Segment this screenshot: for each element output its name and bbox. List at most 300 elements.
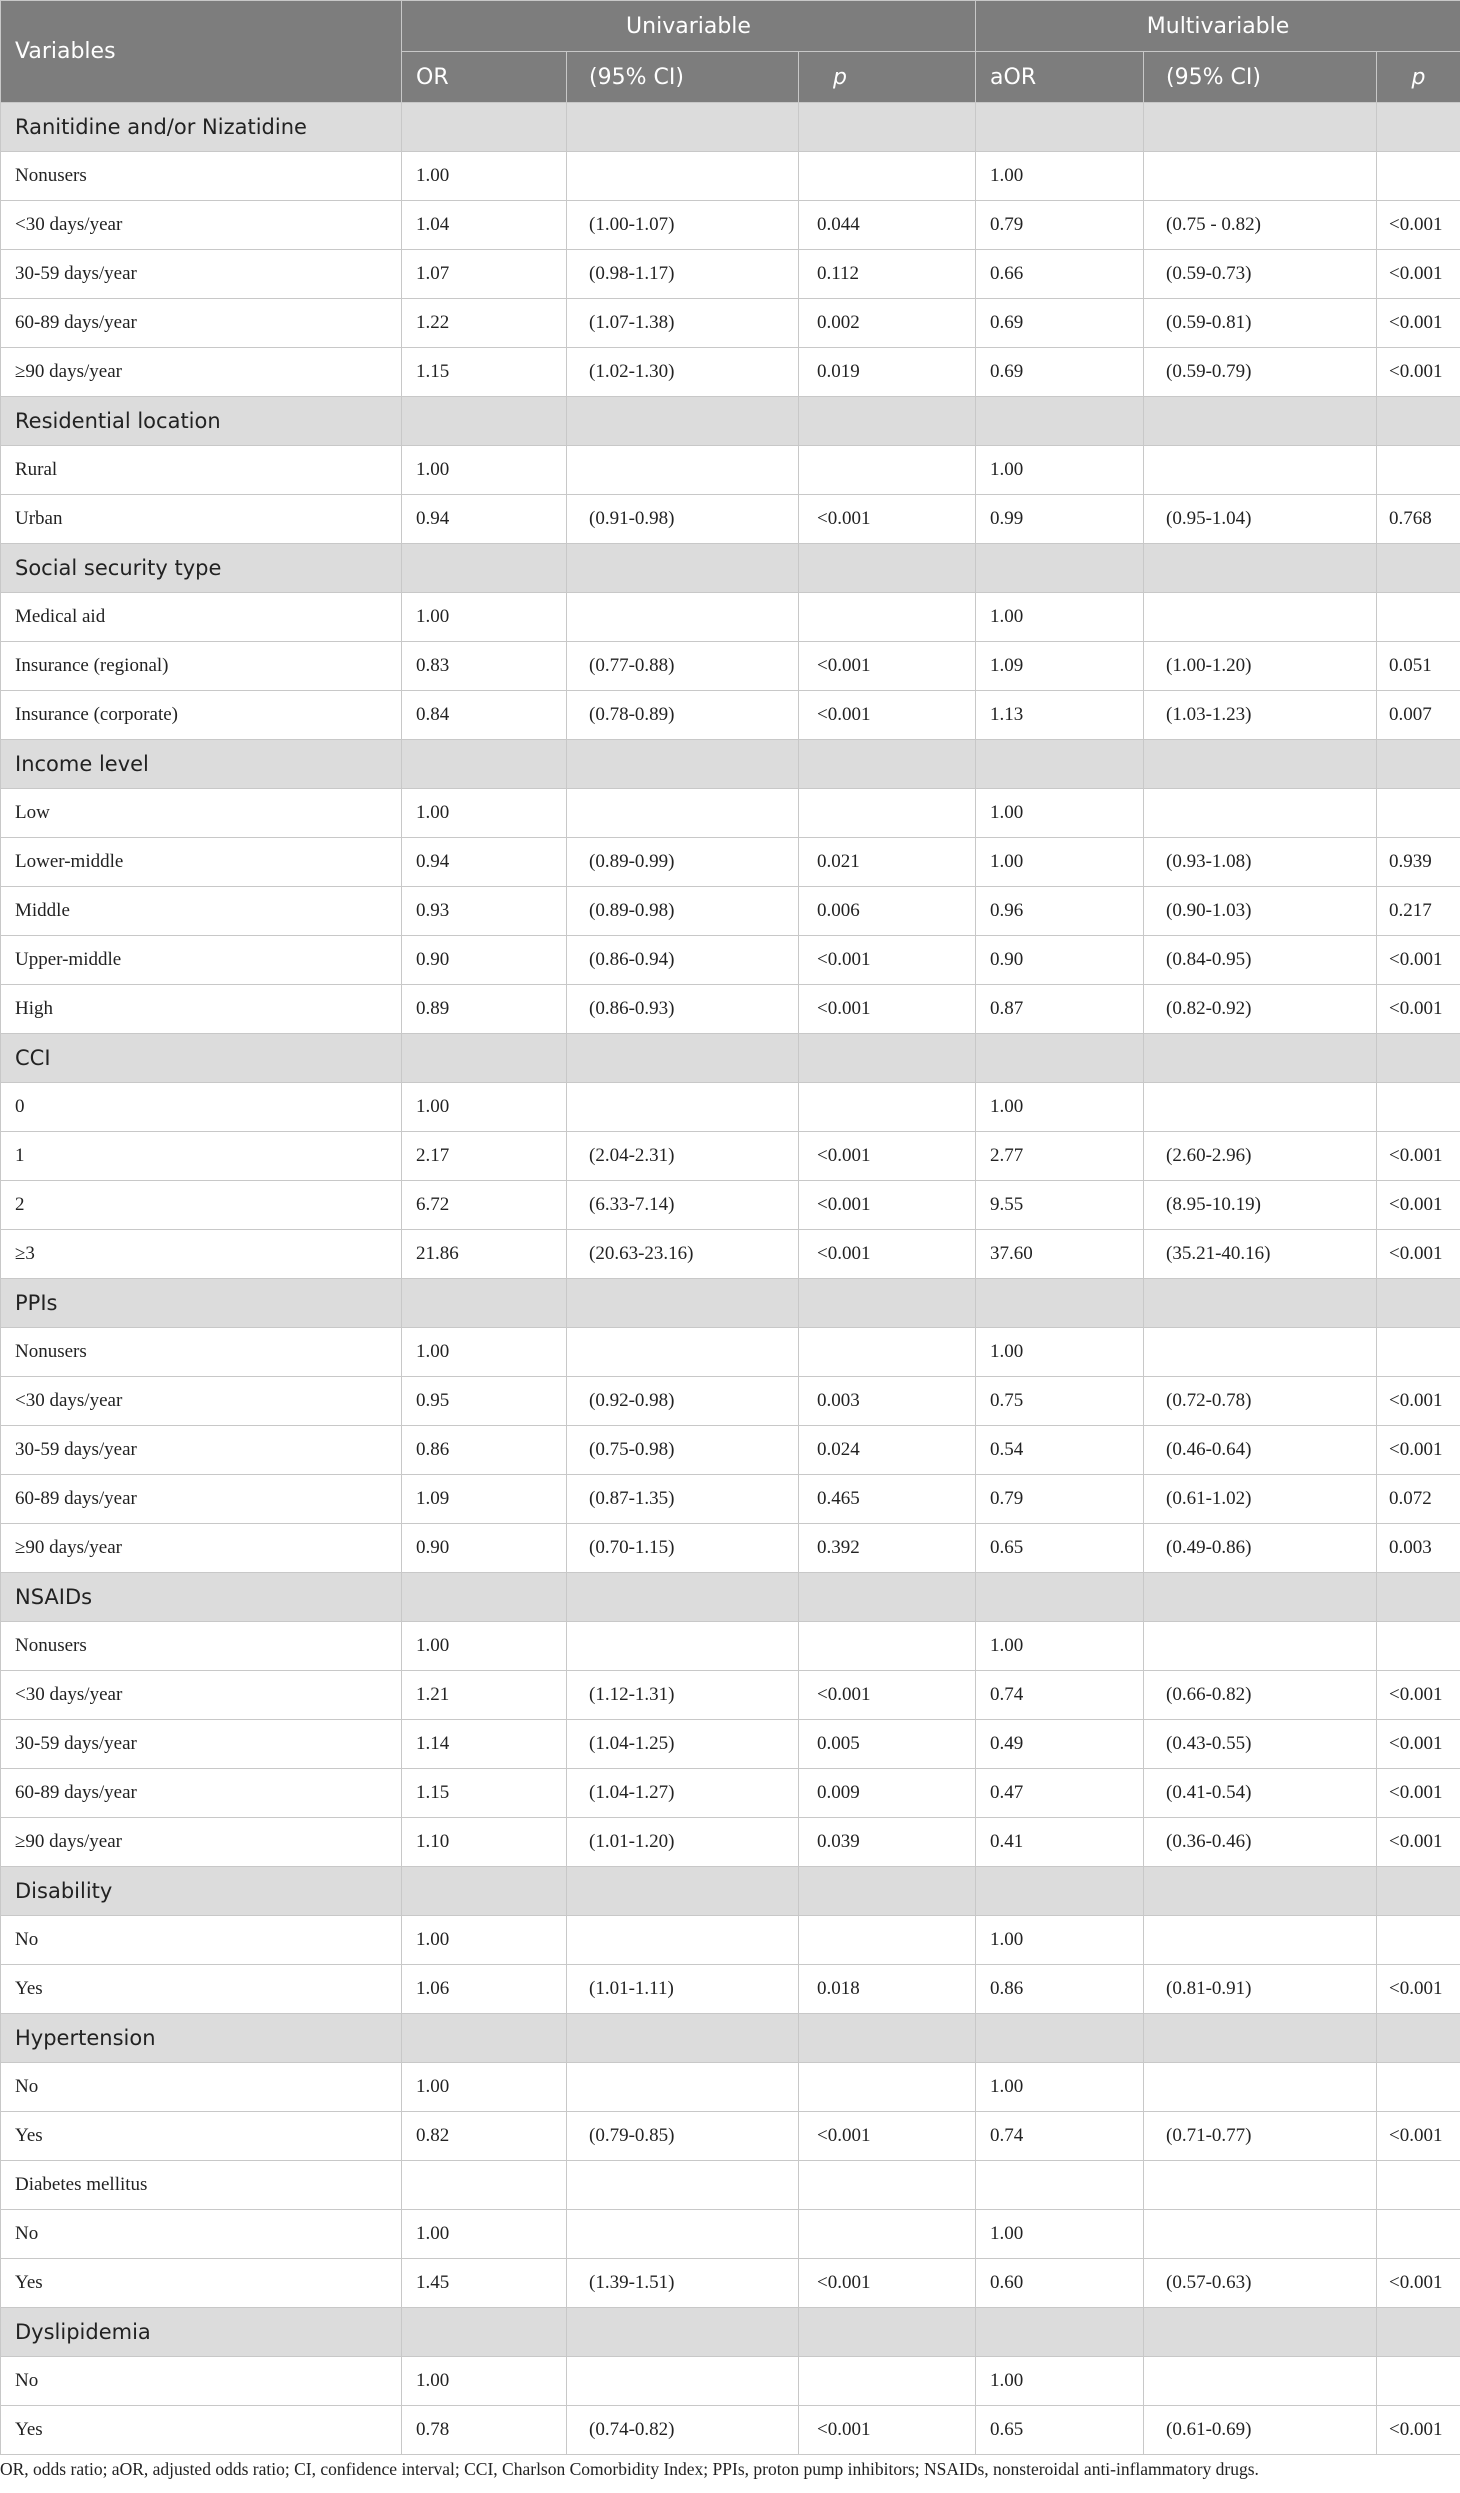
cell-or: 1.00 xyxy=(402,2357,567,2406)
table-row xyxy=(1,2259,1460,2308)
cell-ci: (0.75-0.98) xyxy=(567,1426,799,1475)
cell-or: 1.15 xyxy=(402,1769,567,1818)
cell-aor xyxy=(976,1034,1144,1083)
cell-ci xyxy=(567,789,799,838)
cell-ap: 0.939 xyxy=(1377,838,1460,887)
cell-ap: <0.001 xyxy=(1377,2112,1460,2161)
cell-or xyxy=(402,1867,567,1916)
cell-or xyxy=(402,1573,567,1622)
cell-variable: ≥3 xyxy=(1,1230,402,1279)
table-row xyxy=(1,2161,1460,2210)
table-row xyxy=(1,593,1460,642)
cell-ci xyxy=(567,1573,799,1622)
table-body xyxy=(1,103,1460,2455)
cell-ci xyxy=(567,544,799,593)
cell-p xyxy=(799,446,976,495)
cell-p xyxy=(799,1034,976,1083)
cell-p: 0.009 xyxy=(799,1769,976,1818)
cell-p: 0.392 xyxy=(799,1524,976,1573)
cell-ap xyxy=(1377,789,1460,838)
cell-ci xyxy=(567,2014,799,2063)
cell-aor: 0.66 xyxy=(976,250,1144,299)
cell-aor: 0.65 xyxy=(976,1524,1144,1573)
section-row xyxy=(1,397,1460,446)
table-row xyxy=(1,936,1460,985)
cell-p: 0.003 xyxy=(799,1377,976,1426)
cell-p: <0.001 xyxy=(799,1230,976,1279)
cell-ap: 0.007 xyxy=(1377,691,1460,740)
cell-aci: (0.61-1.02) xyxy=(1144,1475,1377,1524)
cell-ap xyxy=(1377,2210,1460,2259)
cell-variable: Dyslipidemia xyxy=(1,2308,402,2357)
cell-ci: (6.33-7.14) xyxy=(567,1181,799,1230)
cell-or xyxy=(402,2308,567,2357)
cell-variable: Low xyxy=(1,789,402,838)
cell-aci xyxy=(1144,2210,1377,2259)
cell-aci xyxy=(1144,2161,1377,2210)
cell-aor: 1.00 xyxy=(976,593,1144,642)
cell-variable: Rural xyxy=(1,446,402,495)
cell-or xyxy=(402,1034,567,1083)
cell-variable: 1 xyxy=(1,1132,402,1181)
cell-ap xyxy=(1377,1916,1460,1965)
cell-or: 1.15 xyxy=(402,348,567,397)
cell-ci: (0.77-0.88) xyxy=(567,642,799,691)
cell-variable: 60-89 days/year xyxy=(1,299,402,348)
cell-or: 1.14 xyxy=(402,1720,567,1769)
cell-or: 1.45 xyxy=(402,2259,567,2308)
cell-aci xyxy=(1144,789,1377,838)
cell-or: 2.17 xyxy=(402,1132,567,1181)
cell-or: 0.95 xyxy=(402,1377,567,1426)
cell-ci: (0.89-0.99) xyxy=(567,838,799,887)
cell-p: 0.024 xyxy=(799,1426,976,1475)
cell-aci xyxy=(1144,2014,1377,2063)
cell-ap xyxy=(1377,2014,1460,2063)
cell-p: 0.019 xyxy=(799,348,976,397)
cell-aor: 1.00 xyxy=(976,838,1144,887)
cell-variable: Urban xyxy=(1,495,402,544)
table-row xyxy=(1,1818,1460,1867)
cell-aci: (8.95-10.19) xyxy=(1144,1181,1377,1230)
cell-aci: (0.36-0.46) xyxy=(1144,1818,1377,1867)
cell-aor: 1.00 xyxy=(976,1083,1144,1132)
cell-aor xyxy=(976,1279,1144,1328)
cell-aor: 0.69 xyxy=(976,348,1144,397)
cell-aor: 0.99 xyxy=(976,495,1144,544)
cell-aci: (0.81-0.91) xyxy=(1144,1965,1377,2014)
cell-p: <0.001 xyxy=(799,985,976,1034)
cell-or: 1.00 xyxy=(402,2210,567,2259)
cell-variable: Yes xyxy=(1,2112,402,2161)
cell-aor: 0.47 xyxy=(976,1769,1144,1818)
cell-or: 1.21 xyxy=(402,1671,567,1720)
table-row xyxy=(1,2210,1460,2259)
section-row xyxy=(1,1573,1460,1622)
cell-aci: (0.59-0.81) xyxy=(1144,299,1377,348)
table-row xyxy=(1,1426,1460,1475)
table-row xyxy=(1,201,1460,250)
cell-or: 1.10 xyxy=(402,1818,567,1867)
cell-aci: (0.95-1.04) xyxy=(1144,495,1377,544)
cell-ci xyxy=(567,1083,799,1132)
table-row xyxy=(1,1965,1460,2014)
cell-aci: (0.46-0.64) xyxy=(1144,1426,1377,1475)
cell-ap: <0.001 xyxy=(1377,1818,1460,1867)
cell-p: 0.465 xyxy=(799,1475,976,1524)
table-row xyxy=(1,1475,1460,1524)
cell-or: 1.22 xyxy=(402,299,567,348)
header-row-groups xyxy=(1,1,1460,52)
cell-ci: (0.92-0.98) xyxy=(567,1377,799,1426)
table-row xyxy=(1,1083,1460,1132)
cell-ap: 0.051 xyxy=(1377,642,1460,691)
table-row xyxy=(1,1181,1460,1230)
cell-p: 0.005 xyxy=(799,1720,976,1769)
cell-aci: (0.59-0.73) xyxy=(1144,250,1377,299)
cell-p: <0.001 xyxy=(799,1132,976,1181)
section-row xyxy=(1,1867,1460,1916)
cell-ci: (2.04-2.31) xyxy=(567,1132,799,1181)
cell-aci: (0.82-0.92) xyxy=(1144,985,1377,1034)
cell-aor: 1.00 xyxy=(976,1916,1144,1965)
cell-aor: 1.13 xyxy=(976,691,1144,740)
cell-or xyxy=(402,2014,567,2063)
cell-or: 0.94 xyxy=(402,838,567,887)
cell-ci: (1.01-1.11) xyxy=(567,1965,799,2014)
cell-ci: (1.01-1.20) xyxy=(567,1818,799,1867)
cell-ap: <0.001 xyxy=(1377,2406,1460,2455)
cell-p xyxy=(799,2308,976,2357)
cell-aci: (0.71-0.77) xyxy=(1144,2112,1377,2161)
cell-ap: <0.001 xyxy=(1377,1181,1460,1230)
cell-aci xyxy=(1144,1573,1377,1622)
cell-variable: 30-59 days/year xyxy=(1,1720,402,1769)
cell-ap: <0.001 xyxy=(1377,201,1460,250)
table-row xyxy=(1,789,1460,838)
cell-ap: <0.001 xyxy=(1377,936,1460,985)
cell-p xyxy=(799,740,976,789)
cell-p: <0.001 xyxy=(799,2259,976,2308)
cell-variable: Diabetes mellitus xyxy=(1,2161,402,2210)
cell-aor: 0.96 xyxy=(976,887,1144,936)
cell-p xyxy=(799,2357,976,2406)
table-row xyxy=(1,838,1460,887)
cell-ci xyxy=(567,1034,799,1083)
header-or: OR xyxy=(402,52,567,103)
cell-p: <0.001 xyxy=(799,936,976,985)
cell-p xyxy=(799,1867,976,1916)
cell-aor: 0.75 xyxy=(976,1377,1144,1426)
header-aor: aOR xyxy=(976,52,1144,103)
cell-aor xyxy=(976,1573,1144,1622)
cell-variable: No xyxy=(1,1916,402,1965)
cell-variable: 60-89 days/year xyxy=(1,1769,402,1818)
cell-ap: <0.001 xyxy=(1377,1671,1460,1720)
cell-ap: 0.003 xyxy=(1377,1524,1460,1573)
cell-aci xyxy=(1144,544,1377,593)
cell-p xyxy=(799,544,976,593)
cell-ci xyxy=(567,1916,799,1965)
cell-variable: Yes xyxy=(1,1965,402,2014)
section-row xyxy=(1,740,1460,789)
cell-ap xyxy=(1377,1034,1460,1083)
cell-ap: <0.001 xyxy=(1377,1720,1460,1769)
cell-p xyxy=(799,2161,976,2210)
table-row xyxy=(1,348,1460,397)
cell-or: 1.06 xyxy=(402,1965,567,2014)
cell-variable: Nonusers xyxy=(1,1622,402,1671)
cell-p xyxy=(799,1622,976,1671)
cell-variable: ≥90 days/year xyxy=(1,348,402,397)
cell-p xyxy=(799,152,976,201)
cell-variable: Residential location xyxy=(1,397,402,446)
cell-aci xyxy=(1144,593,1377,642)
cell-aor: 2.77 xyxy=(976,1132,1144,1181)
cell-variable: 30-59 days/year xyxy=(1,1426,402,1475)
cell-or xyxy=(402,1279,567,1328)
cell-aor: 0.54 xyxy=(976,1426,1144,1475)
cell-p xyxy=(799,1916,976,1965)
cell-p: <0.001 xyxy=(799,495,976,544)
cell-aci xyxy=(1144,1328,1377,1377)
cell-aci: (0.43-0.55) xyxy=(1144,1720,1377,1769)
table-row xyxy=(1,1132,1460,1181)
table-row xyxy=(1,1377,1460,1426)
section-row xyxy=(1,1279,1460,1328)
header-p: p xyxy=(799,52,976,103)
cell-ci xyxy=(567,593,799,642)
cell-variable: Medical aid xyxy=(1,593,402,642)
cell-p xyxy=(799,2014,976,2063)
cell-aci xyxy=(1144,740,1377,789)
cell-aor: 0.90 xyxy=(976,936,1144,985)
cell-aci xyxy=(1144,1034,1377,1083)
table-row xyxy=(1,1524,1460,1573)
cell-ap: 0.768 xyxy=(1377,495,1460,544)
cell-ap xyxy=(1377,593,1460,642)
cell-variable: Yes xyxy=(1,2259,402,2308)
table-row xyxy=(1,1622,1460,1671)
cell-or: 1.00 xyxy=(402,593,567,642)
table-row xyxy=(1,1769,1460,1818)
cell-or: 0.78 xyxy=(402,2406,567,2455)
cell-variable: Disability xyxy=(1,1867,402,1916)
table-row xyxy=(1,1720,1460,1769)
cell-ap: <0.001 xyxy=(1377,1230,1460,1279)
cell-ci xyxy=(567,103,799,152)
cell-aci: (0.59-0.79) xyxy=(1144,348,1377,397)
table-row xyxy=(1,985,1460,1034)
cell-p: <0.001 xyxy=(799,1671,976,1720)
header-ap: p xyxy=(1377,52,1460,103)
cell-ap xyxy=(1377,446,1460,495)
cell-variable: 30-59 days/year xyxy=(1,250,402,299)
cell-aor: 37.60 xyxy=(976,1230,1144,1279)
cell-ci: (0.70-1.15) xyxy=(567,1524,799,1573)
table-footnote: OR, odds ratio; aOR, adjusted odds ratio; CI, confidence interval; CCI, Charlson Comorbidity Index; PPIs, proton pump inhibitors; NSAIDs, nonsteroidal anti-inflammatory drugs. xyxy=(0,2459,1259,2479)
cell-p: <0.001 xyxy=(799,1181,976,1230)
cell-p: <0.001 xyxy=(799,642,976,691)
cell-or: 0.84 xyxy=(402,691,567,740)
cell-variable: No xyxy=(1,2210,402,2259)
cell-ci: (0.87-1.35) xyxy=(567,1475,799,1524)
table-row xyxy=(1,2063,1460,2112)
table-row xyxy=(1,887,1460,936)
cell-ci: (1.02-1.30) xyxy=(567,348,799,397)
cell-variable: ≥90 days/year xyxy=(1,1818,402,1867)
cell-ci xyxy=(567,2161,799,2210)
cell-variable: Lower-middle xyxy=(1,838,402,887)
cell-aor: 0.60 xyxy=(976,2259,1144,2308)
cell-p xyxy=(799,2063,976,2112)
cell-aor: 0.87 xyxy=(976,985,1144,1034)
cell-aor xyxy=(976,740,1144,789)
cell-variable: ≥90 days/year xyxy=(1,1524,402,1573)
cell-or: 1.00 xyxy=(402,446,567,495)
cell-variable: Nonusers xyxy=(1,152,402,201)
cell-ap xyxy=(1377,544,1460,593)
cell-p: 0.006 xyxy=(799,887,976,936)
cell-or: 1.00 xyxy=(402,1083,567,1132)
cell-aor: 1.00 xyxy=(976,789,1144,838)
cell-aor: 1.00 xyxy=(976,2210,1144,2259)
cell-p: <0.001 xyxy=(799,2112,976,2161)
cell-or: 0.86 xyxy=(402,1426,567,1475)
cell-p xyxy=(799,103,976,152)
cell-or xyxy=(402,397,567,446)
cell-aor: 0.86 xyxy=(976,1965,1144,2014)
table-row xyxy=(1,1916,1460,1965)
cell-variable: NSAIDs xyxy=(1,1573,402,1622)
cell-ap xyxy=(1377,1867,1460,1916)
cell-aor xyxy=(976,2308,1144,2357)
cell-aor: 0.69 xyxy=(976,299,1144,348)
cell-ap: <0.001 xyxy=(1377,2259,1460,2308)
cell-aci xyxy=(1144,2308,1377,2357)
cell-aci xyxy=(1144,2357,1377,2406)
cell-or: 1.00 xyxy=(402,2063,567,2112)
cell-ci: (1.04-1.27) xyxy=(567,1769,799,1818)
cell-or: 6.72 xyxy=(402,1181,567,1230)
table-header xyxy=(1,1,1460,103)
cell-aor: 0.65 xyxy=(976,2406,1144,2455)
table-row xyxy=(1,691,1460,740)
cell-ci: (0.89-0.98) xyxy=(567,887,799,936)
cell-aor: 0.74 xyxy=(976,2112,1144,2161)
cell-or: 1.04 xyxy=(402,201,567,250)
cell-ap xyxy=(1377,2308,1460,2357)
cell-aor xyxy=(976,544,1144,593)
table-row xyxy=(1,250,1460,299)
cell-aor: 0.49 xyxy=(976,1720,1144,1769)
cell-ci xyxy=(567,1867,799,1916)
cell-aci xyxy=(1144,2063,1377,2112)
cell-ci: (0.86-0.93) xyxy=(567,985,799,1034)
cell-ci xyxy=(567,2210,799,2259)
cell-or: 0.93 xyxy=(402,887,567,936)
cell-ap: 0.072 xyxy=(1377,1475,1460,1524)
cell-p: 0.021 xyxy=(799,838,976,887)
cell-ci: (20.63-23.16) xyxy=(567,1230,799,1279)
cell-variable: Upper-middle xyxy=(1,936,402,985)
cell-ap xyxy=(1377,1279,1460,1328)
cell-ci xyxy=(567,397,799,446)
cell-aci: (1.00-1.20) xyxy=(1144,642,1377,691)
cell-variable: Nonusers xyxy=(1,1328,402,1377)
cell-aci xyxy=(1144,446,1377,495)
cell-aci xyxy=(1144,397,1377,446)
cell-p: 0.018 xyxy=(799,1965,976,2014)
cell-ci: (0.74-0.82) xyxy=(567,2406,799,2455)
cell-ci xyxy=(567,1279,799,1328)
cell-variable: Ranitidine and/or Nizatidine xyxy=(1,103,402,152)
cell-ci: (1.39-1.51) xyxy=(567,2259,799,2308)
cell-aor: 0.41 xyxy=(976,1818,1144,1867)
cell-ci xyxy=(567,2357,799,2406)
cell-or: 1.00 xyxy=(402,152,567,201)
cell-ci: (0.91-0.98) xyxy=(567,495,799,544)
cell-ap xyxy=(1377,740,1460,789)
cell-aci xyxy=(1144,1916,1377,1965)
cell-aor xyxy=(976,103,1144,152)
cell-variable: Social security type xyxy=(1,544,402,593)
cell-ci xyxy=(567,446,799,495)
cell-p xyxy=(799,2210,976,2259)
cell-aor xyxy=(976,1867,1144,1916)
cell-aor xyxy=(976,397,1144,446)
cell-aor: 0.74 xyxy=(976,1671,1144,1720)
header-univariable: Univariable xyxy=(402,1,976,52)
cell-ap: <0.001 xyxy=(1377,1426,1460,1475)
header-variables: Variables xyxy=(1,1,402,103)
cell-ap xyxy=(1377,1573,1460,1622)
cell-or: 0.90 xyxy=(402,1524,567,1573)
cell-or: 1.00 xyxy=(402,1328,567,1377)
cell-or: 0.90 xyxy=(402,936,567,985)
cell-ap: <0.001 xyxy=(1377,1965,1460,2014)
cell-variable: <30 days/year xyxy=(1,1671,402,1720)
cell-aor xyxy=(976,2161,1144,2210)
cell-variable: <30 days/year xyxy=(1,1377,402,1426)
cell-p xyxy=(799,1279,976,1328)
cell-p: 0.112 xyxy=(799,250,976,299)
cell-ap xyxy=(1377,2357,1460,2406)
cell-or: 0.94 xyxy=(402,495,567,544)
cell-or: 21.86 xyxy=(402,1230,567,1279)
cell-or xyxy=(402,740,567,789)
cell-ap xyxy=(1377,103,1460,152)
header-multivariable: Multivariable xyxy=(976,1,1460,52)
cell-ci: (1.12-1.31) xyxy=(567,1671,799,1720)
cell-variable: Insurance (corporate) xyxy=(1,691,402,740)
cell-p xyxy=(799,1328,976,1377)
cell-aci: (0.93-1.08) xyxy=(1144,838,1377,887)
cell-or xyxy=(402,103,567,152)
cell-aci xyxy=(1144,1867,1377,1916)
cell-or: 1.00 xyxy=(402,1622,567,1671)
cell-aci: (35.21-40.16) xyxy=(1144,1230,1377,1279)
cell-aor: 0.79 xyxy=(976,201,1144,250)
section-row xyxy=(1,544,1460,593)
cell-ci xyxy=(567,2308,799,2357)
table-row xyxy=(1,1328,1460,1377)
cell-or: 0.82 xyxy=(402,2112,567,2161)
cell-ap: <0.001 xyxy=(1377,1377,1460,1426)
cell-ap xyxy=(1377,1328,1460,1377)
cell-aor: 1.00 xyxy=(976,2357,1144,2406)
cell-aci: (0.84-0.95) xyxy=(1144,936,1377,985)
